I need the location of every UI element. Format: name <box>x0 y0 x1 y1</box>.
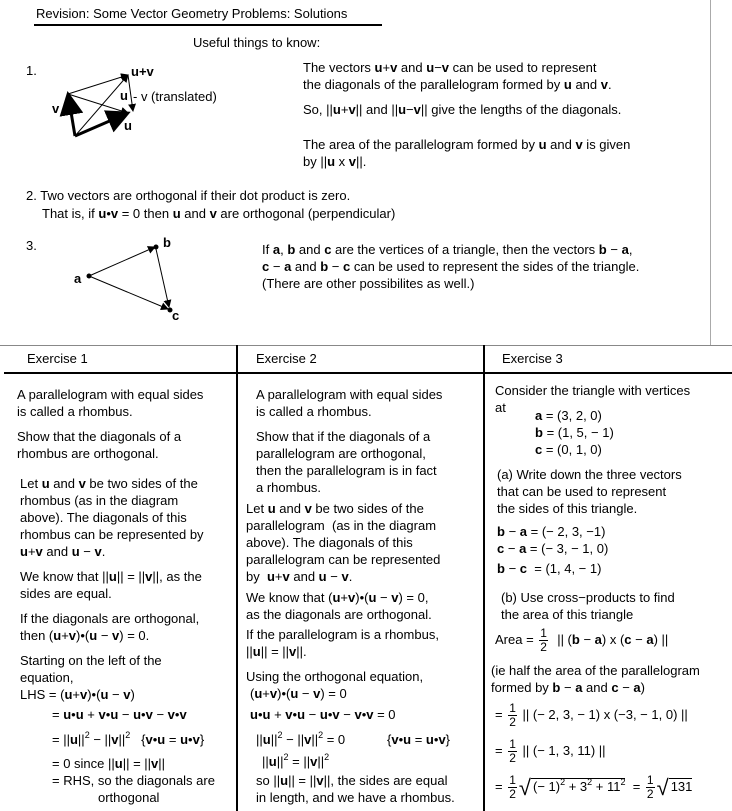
item3-line1: If a, b and c are the vertices of a triangle, then the vectors b − a, <box>262 242 633 257</box>
label-c: c <box>172 308 180 323</box>
item2-line1: 2. Two vectors are orthogonal if their dot product is zero. <box>26 188 351 203</box>
label-u-minus-v-u: u <box>120 88 128 103</box>
triangle-diagram <box>68 234 188 324</box>
title-underline <box>34 24 382 26</box>
item3-line2: c − a and b − c can be used to represent the sides of the triangle. <box>262 259 640 274</box>
item3-number: 3. <box>26 238 37 253</box>
exercise1-heading: Exercise 1 <box>27 351 88 366</box>
item1-line3: So, ||u+v|| and ||u−v|| give the lengths of the diagonals. <box>303 102 622 117</box>
item1-line2: the diagonals of the parallelogram formed by u and v. <box>303 77 612 92</box>
exercise3-heading: Exercise 3 <box>502 351 563 366</box>
item1-number: 1. <box>26 63 37 78</box>
label-a: a <box>74 271 82 286</box>
table-top-rule <box>0 345 732 346</box>
item2-line2: That is, if u•v = 0 then u and v are orthogonal (perpendicular) <box>42 206 396 221</box>
label-minus-v-translated: - v (translated) <box>133 89 217 104</box>
item1-line4: The area of the parallelogram formed by u and v is given <box>303 137 631 152</box>
label-v: v <box>52 101 60 116</box>
item1-line1: The vectors u+v and u−v can be used to represent <box>303 60 597 75</box>
page-title: Revision: Some Vector Geometry Problems: Solutions <box>36 6 348 21</box>
label-b: b <box>163 235 171 250</box>
item3-line3: (There are other possibilites as well.) <box>262 276 475 291</box>
label-u-plus-v: u+v <box>131 64 154 79</box>
col-divider-1 <box>236 345 238 811</box>
item1-line5: by ||u x v||. <box>303 154 367 169</box>
page-right-edge <box>710 0 711 345</box>
table-header-rule <box>4 372 732 374</box>
parallelogram-diagram <box>40 58 300 142</box>
exercise2-heading: Exercise 2 <box>256 351 317 366</box>
label-u: u <box>124 118 132 133</box>
col-divider-2 <box>483 345 485 811</box>
useful-heading: Useful things to know: <box>193 35 321 50</box>
